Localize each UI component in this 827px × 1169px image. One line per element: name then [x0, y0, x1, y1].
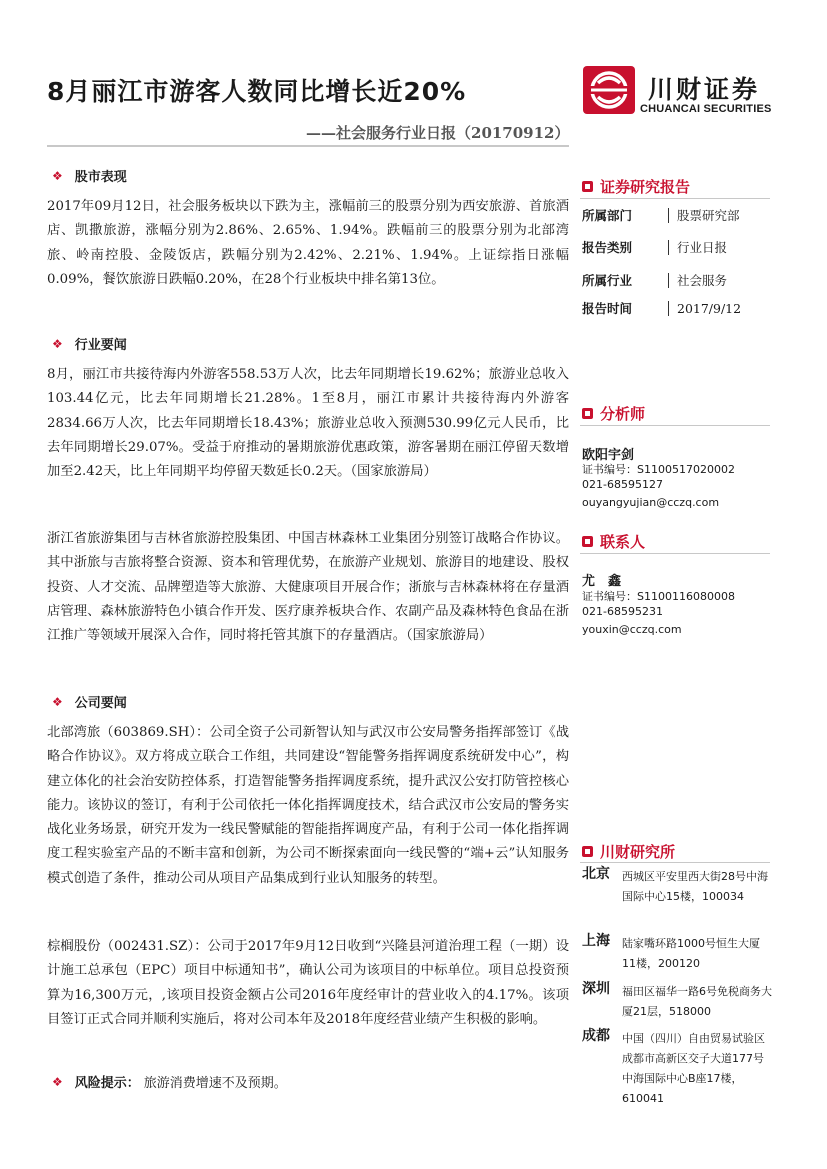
square-bullet-icon — [582, 536, 593, 547]
logo-text-cn: 川财证券 — [648, 75, 761, 104]
diamond-bullet-icon: ❖ — [52, 168, 63, 183]
section-heading-market: ❖ 股市表现 — [52, 168, 127, 185]
logo-text-en: CHUANCAI SECURITIES — [640, 103, 772, 115]
risk-warning — [52, 1072, 287, 1091]
company-text-1: 北部湾旅（603869.SH）：公司全资子公司新智认知与武汉市公安局警务指挥部签订《战略合作协议》。双方将成立联合工作组，共同建设“智能警务指挥调度系统研发中心”，构建立体化的社会治安防控体系，打造智能警务指挥调度系统，提升武汉公安打防管控核心能力。该协议的签订，有利于公司依托一体化指挥调度技术，结合武汉市公安局的警务实战化业务场景，研究开发为一线民警赋能的智能指挥调度产品，有利于公司一体化指挥调度工程实验室产品的不断丰富和创新，为公司不断探索面向一线民警的“端+云”认知服务模式创造了条件，推动公司从项目产品集成到行业认知服务的转型。 — [47, 725, 569, 886]
chuancai-logo-icon — [583, 66, 635, 114]
sidebar-heading-report: 证券研究报告 — [582, 176, 690, 197]
sidebar-heading-analyst: 分析师 — [582, 403, 645, 424]
company-paragraph-1 — [47, 721, 569, 891]
square-bullet-icon — [582, 408, 593, 419]
sidebar-heading-institute: 川财研究所 — [582, 841, 675, 862]
contact-cert: 证书编号：S1100116080008 — [582, 590, 735, 603]
section-heading-company: ❖ 公司要闻 — [52, 694, 127, 711]
sidebar-divider — [580, 553, 770, 554]
diamond-bullet-icon: ❖ — [52, 1074, 63, 1089]
sidebar-divider — [580, 198, 770, 199]
office-city-shenzhen: 深圳 — [582, 981, 610, 997]
meta-row-department: 所属部门 股票研究部 — [582, 208, 740, 223]
meta-row-date: 报告时间 2017/9/12 — [582, 301, 742, 316]
analyst-cert: 证书编号：S1100517020002 — [582, 463, 735, 476]
square-bullet-icon — [582, 181, 593, 192]
meta-row-category: 报告类别 行业日报 — [582, 240, 728, 255]
office-address-beijing: 西城区平安里西大街28号中海国际中心15楼，100034 — [622, 870, 768, 903]
contact-name: 尤 鑫 — [582, 574, 622, 589]
sidebar-divider — [580, 425, 770, 426]
section-heading-industry: ❖ 行业要闻 — [52, 336, 127, 353]
contact-phone: 021-68595231 — [582, 605, 663, 618]
company-paragraph-2 — [47, 935, 569, 1032]
office-address-shenzhen: 福田区福华一路6号免税商务大厦21层，518000 — [622, 985, 772, 1018]
report-title: 8月丽江市游客人数同比增长近20% — [47, 77, 467, 106]
office-address-shanghai: 陆家嘴环路1000号恒生大厦11楼，200120 — [622, 937, 760, 970]
square-bullet-icon — [582, 846, 593, 857]
industry-paragraph-2 — [47, 527, 569, 648]
risk-label: 风险提示： — [74, 1076, 140, 1091]
contact-email: youxin@cczq.com — [582, 623, 682, 636]
sidebar-heading-contact: 联系人 — [582, 531, 645, 552]
office-city-chengdu: 成都 — [582, 1028, 610, 1044]
meta-row-industry: 所属行业 社会服务 — [582, 273, 728, 288]
diamond-bullet-icon: ❖ — [52, 694, 63, 709]
company-text-2: 棕榈股份（002431.SZ）：公司于2017年9月12日收到“兴隆县河道治理工程（一期）设计施工总承包（EPC）项目中标通知书”，确认公司为该项目的中标单位。项目总投资预算为16,300万元，,该项目投资金额占公司2016年度经审计的营业收入的4.17%。该项目签订正式合同并顺利实施后，将对公司本年及2018年度经营业绩产生积极的影响。 — [47, 939, 569, 1027]
market-text: 2017年09月12日，社会服务板块以下跌为主，涨幅前三的股票分别为西安旅游、首旅酒店、凯撒旅游，涨幅分别为2.86%、2.65%、1.94%。跌幅前三的股票分别为北部湾旅、岭南控股、金陵饭店，跌幅分别为2.42%、2.21%、1.94%。上证综指日涨幅0.09%，餐饮旅游日跌幅0.20%，在28个行业板块中排名第13位。 — [47, 199, 569, 287]
market-paragraph — [47, 195, 569, 292]
industry-text-1: 8月，丽江市共接待海内外游客558.53万人次，比去年同期增长19.62%；旅游业总收入103.44亿元，比去年同期增长21.28%。1至8月，丽江市累计共接待海内外游客2834.66万人次，比去年同期增长18.43%；旅游业总收入预测530.99亿元人民币，比去年同期增长29.07%。受益于府推动的暑期旅游优惠政策，游客暑期在丽江停留天数增加至2.42天，比上年同期平均停留天数延长0.2天。（国家旅游局） — [47, 367, 569, 480]
analyst-phone: 021-68595127 — [582, 478, 663, 491]
office-city-beijing: 北京 — [582, 866, 610, 882]
report-subtitle: ——社会服务行业日报（20170912） — [306, 124, 570, 142]
risk-text: 旅游消费增速不及预期。 — [143, 1076, 287, 1091]
industry-paragraph-1 — [47, 363, 569, 484]
office-city-shanghai: 上海 — [582, 933, 610, 949]
title-divider — [47, 145, 569, 147]
analyst-name: 欧阳宇剑 — [582, 448, 635, 463]
diamond-bullet-icon: ❖ — [52, 336, 63, 351]
analyst-email: ouyangyujian@cczq.com — [582, 496, 720, 509]
industry-text-2: 浙江省旅游集团与吉林省旅游控股集团、中国吉林森林工业集团分别签订战略合作协议。其中浙旅与吉旅将整合资源、资本和管理优势，在旅游产业规划、旅游目的地建设、股权投资、人才交流、品牌塑造等大旅游、大健康项目开展合作；浙旅与吉林森林将在存量酒店管理、森林旅游特色小镇合作开发、医疗康养板块合作、农副产品及森林特色食品在浙江推广等领域开展深入合作，同时将托管其旗下的存量酒店。（国家旅游局） — [47, 531, 569, 644]
office-address-chengdu: 中国（四川）自由贸易试验区成都市高新区交子大道177号中海国际中心B座17楼，610041 — [622, 1032, 765, 1105]
